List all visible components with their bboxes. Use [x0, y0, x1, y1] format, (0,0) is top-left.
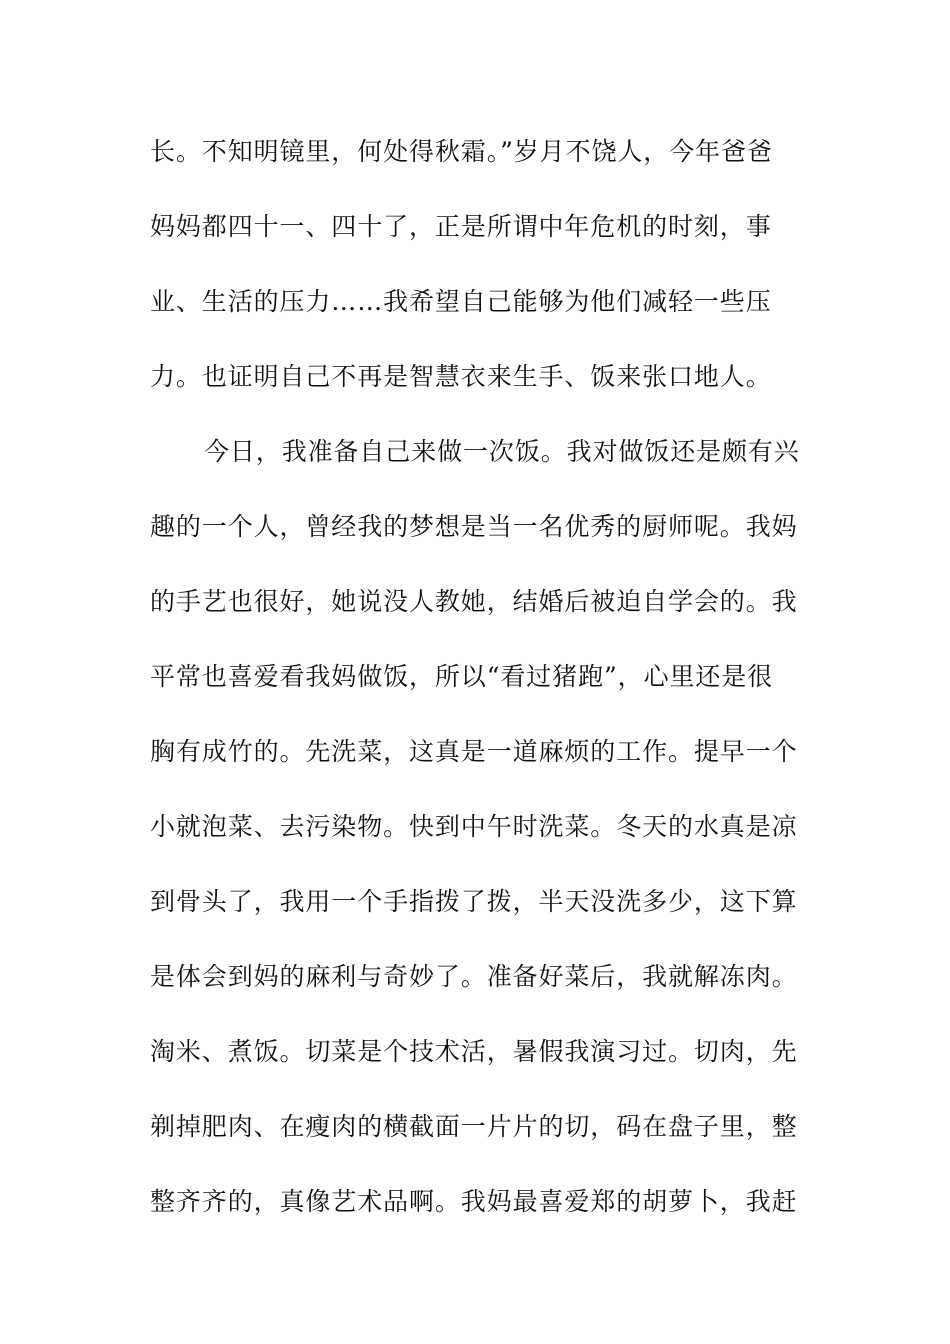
text-line: 淘米、煮饭。切菜是个技术活，暑假我演习过。切肉，先	[150, 1037, 798, 1066]
text-line: 力。也证明自己不再是智慧衣来生手、饭来张口地人。	[150, 362, 772, 391]
text-line: 剃掉肥肉、在瘦肉的横截面一片片的切，码在盘子里，整	[150, 1112, 798, 1141]
text-line: 妈妈都四十一、四十了，正是所谓中年危机的时刻，事	[150, 212, 772, 241]
text-line: 平常也喜爱看我妈做饭，所以“看过猪跑”，心里还是很	[150, 662, 774, 691]
text-line: 到骨头了，我用一个手指拨了拨，半天没洗多少，这下算	[150, 887, 798, 916]
text-line: 整齐齐的，真像艺术品啊。我妈最喜爱郑的胡萝卜，我赶	[150, 1187, 798, 1216]
text-line: 是体会到妈的麻利与奇妙了。准备好菜后，我就解冻肉。	[150, 962, 798, 991]
text-line: 趣的一个人，曾经我的梦想是当一名优秀的厨师呢。我妈	[150, 512, 798, 541]
text-line: 的手艺也很好，她说没人教她，结婚后被迫自学会的。我	[150, 587, 798, 616]
body-text	[150, 124, 800, 1249]
text-line: 胸有成竹的。先洗菜，这真是一道麻烦的工作。提早一个	[150, 737, 798, 766]
text-line: 业、生活的压力……我希望自己能够为他们减轻一些压	[150, 287, 772, 316]
paragraph-first-line: 今日，我准备自己来做一次饭。我对做饭还是颇有兴	[204, 437, 800, 466]
text-line: 长。不知明镜里，何处得秋霜。”岁月不饶人，今年爸爸	[150, 137, 773, 166]
text-line: 小就泡菜、去污染物。快到中午时洗菜。冬天的水真是凉	[150, 812, 798, 841]
